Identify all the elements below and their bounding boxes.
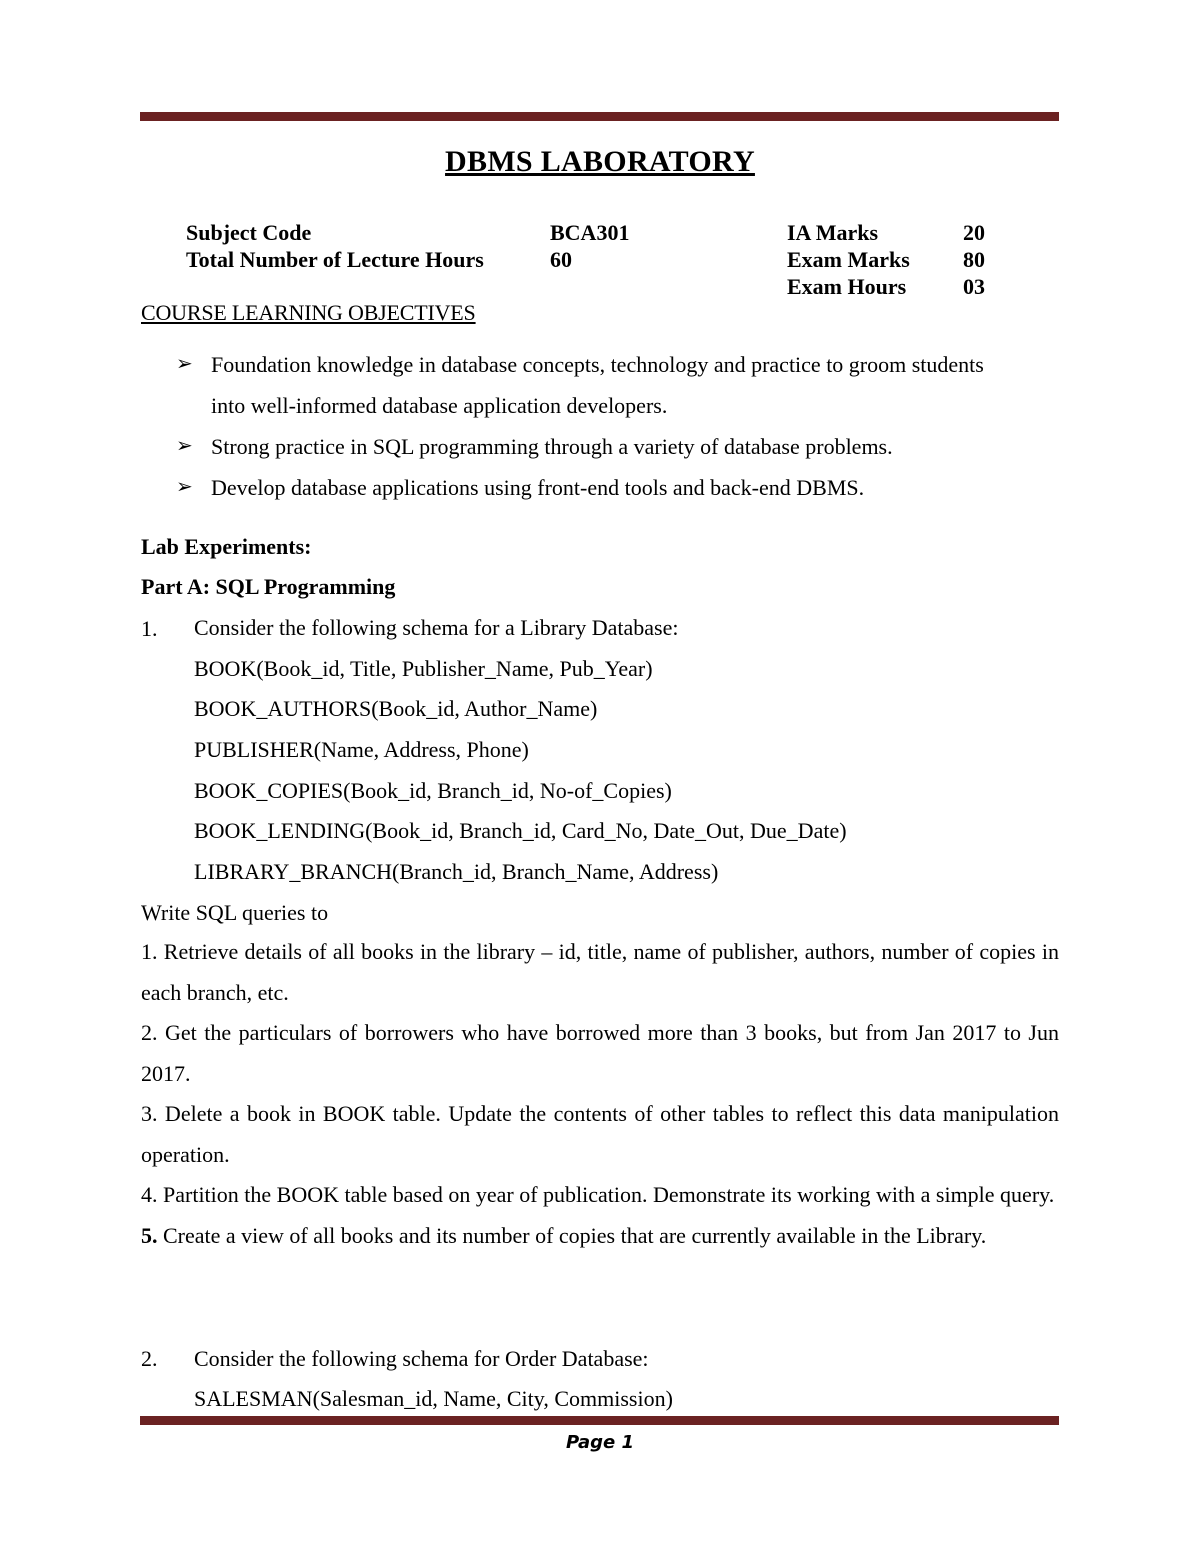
- query-item: 1. Retrieve details of all books in the library – id, title, name of publisher, authors, number of copies in each branch, etc.: [141, 939, 1059, 1005]
- experiment-intro: Consider the following schema for Order Database:: [194, 1346, 649, 1371]
- schema-line: BOOK(Book_id, Title, Publisher_Name, Pub_Year): [194, 656, 653, 681]
- arrow-bullet-icon: ➢: [176, 435, 193, 457]
- experiment-intro: Consider the following schema for a Library Database:: [194, 615, 679, 640]
- objective-text: Develop database applications using front-end tools and back-end DBMS.: [211, 475, 865, 500]
- objective-text: Strong practice in SQL programming through a variety of database problems.: [211, 434, 893, 459]
- schema-line: PUBLISHER(Name, Address, Phone): [194, 737, 529, 762]
- exam-hours-label: Exam Hours: [787, 274, 907, 299]
- query-text: Create a view of all books and its number of copies that are currently available in the Library.: [157, 1222, 987, 1248]
- query-item: [141, 1216, 1059, 1257]
- schema-line: BOOK_LENDING(Book_id, Branch_id, Card_No, Date_Out, Due_Date): [194, 818, 847, 843]
- ia-marks-label: IA Marks: [787, 220, 879, 245]
- query-number: 5.: [141, 1222, 158, 1248]
- lecture-hours-label: Total Number of Lecture Hours: [186, 247, 484, 272]
- objective-text: Foundation knowledge in database concepts, technology and practice to groom students: [211, 352, 984, 377]
- subject-code-value: BCA301: [550, 220, 630, 245]
- objective-item: [176, 426, 1056, 467]
- exam-marks-value: 80: [963, 247, 985, 272]
- arrow-bullet-icon: ➢: [176, 353, 193, 375]
- ia-marks-value: 20: [963, 220, 985, 245]
- write-sql-line: Write SQL queries to: [141, 900, 329, 925]
- meta-labels-left: [186, 219, 484, 273]
- schema-line: LIBRARY_BRANCH(Branch_id, Branch_Name, Address): [194, 859, 719, 884]
- arrow-bullet-icon: ➢: [176, 476, 193, 498]
- meta-labels-right: [787, 219, 910, 300]
- objectives-heading: COURSE LEARNING OBJECTIVES: [141, 300, 476, 325]
- top-rule: [140, 112, 1059, 121]
- objective-item: [176, 467, 1056, 508]
- bottom-rule: [140, 1416, 1059, 1425]
- lecture-hours-value: 60: [550, 247, 572, 272]
- meta-values-left: [550, 219, 629, 273]
- query-item: 3. Delete a book in BOOK table. Update the contents of other tables to reflect this data manipulation operation.: [141, 1101, 1059, 1167]
- exam-hours-value: 03: [963, 274, 985, 299]
- objective-text-continued: into well-informed database application developers.: [211, 393, 668, 418]
- schema-line: SALESMAN(Salesman_id, Name, City, Commission): [194, 1386, 673, 1411]
- query-item: 4. Partition the BOOK table based on year of publication. Demonstrate its working with a simple query.: [141, 1182, 1055, 1207]
- lab-experiments-heading: Lab Experiments:: [141, 534, 312, 559]
- objective-item: [176, 344, 1056, 426]
- experiment-number: 1.: [141, 616, 158, 641]
- query-item: 2. Get the particulars of borrowers who have borrowed more than 3 books, but from Jan 2017 to Jun 2017.: [141, 1020, 1059, 1086]
- schema-line: BOOK_COPIES(Book_id, Branch_id, No-of_Copies): [194, 778, 672, 803]
- experiment-number: 2.: [141, 1346, 158, 1371]
- schema-line: BOOK_AUTHORS(Book_id, Author_Name): [194, 696, 598, 721]
- page-title: DBMS LABORATORY: [445, 145, 755, 178]
- exam-marks-label: Exam Marks: [787, 247, 910, 272]
- query-list: [141, 932, 1059, 1256]
- meta-values-right: [963, 219, 985, 300]
- page-number: Page 1: [565, 1432, 635, 1453]
- objectives-list: [176, 344, 1056, 508]
- part-a-heading: Part A: SQL Programming: [141, 574, 396, 599]
- subject-code-label: Subject Code: [186, 220, 312, 245]
